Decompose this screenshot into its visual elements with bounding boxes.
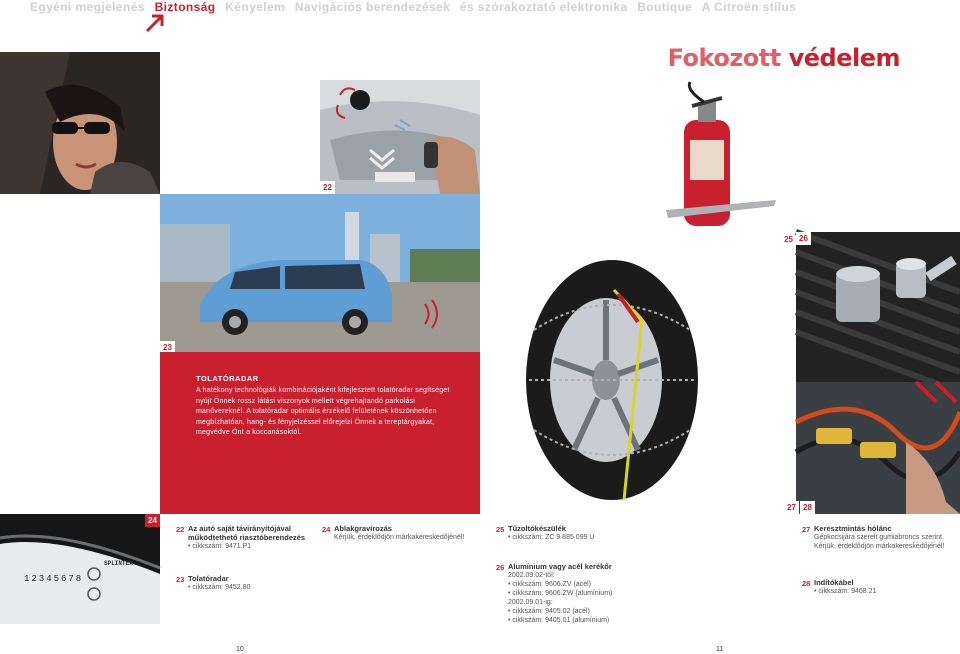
photo-number-25: 25 xyxy=(781,233,796,246)
snow-chain-wheel-photo xyxy=(514,250,708,506)
item-26: 26 Alumínium vagy acél kerékőr 2002.09.02-től: • cikkszám: 9606.ZV (acél) • cikkszám: 9606.ZW (alumínium) 2002.09.01-ig: • cikkszám: 9405.02 (acél) • cikkszám: 9405.01 (alumínium) xyxy=(496,562,613,624)
decal-number: 12345678 xyxy=(24,574,84,584)
decal-brand: SPLINTEX xyxy=(104,560,133,567)
page-title: Fokozott védelem xyxy=(667,44,900,72)
arrow-up-right-icon xyxy=(144,12,166,34)
nav-item-biztonsag[interactable]: Biztonság xyxy=(154,0,216,14)
car-remote-photo xyxy=(320,80,480,194)
photo-number-26: 26 xyxy=(796,232,811,245)
jumper-cable-photo xyxy=(787,382,960,514)
item-27: 27 Keresztmintás hólánc Gépkocsijára szerelt gumiabroncs szerint. Kérjük, érdeklődjön márkakereskedőjénél! xyxy=(802,524,945,550)
woman-photo xyxy=(0,52,160,194)
nav-item-szorakoztato[interactable]: és szórakoztató elektronika xyxy=(459,0,628,14)
page-number-right: 11 xyxy=(716,646,724,653)
item-22: 22 Az autó saját távirányítójával működtethető riasztóberendezés • cikkszám: 9471.P1 xyxy=(176,524,306,550)
nav-item-egyeni[interactable]: Egyéni megjelenés xyxy=(30,0,145,14)
item-23: 23 Tolatóradar • cikkszám: 9452.80 xyxy=(176,574,251,591)
feature-body: A hatékony technológiák kombinációjaként kifejlesztett tolatóradar segítséget nyújt Önnek rossz látási viszonyok mellett végrehajtandó parkolási manővereknél. A tolatóradar optimális érzékelő felületének köszönhetően megbízhatóan, hang- és fényjelzéssel előrejelzi Önnek a tereptárgyakat, megvédve Önt a koccanásoktól. xyxy=(196,387,450,436)
item-28: 28 Indítókábel • cikkszám: 9468.21 xyxy=(802,578,877,595)
window-engraving-photo xyxy=(0,514,160,624)
photo-number-28: 28 xyxy=(800,501,815,514)
photo-number-23: 23 xyxy=(160,341,175,354)
item-24: 24 Ablakgravírozás Kérjük, érdeklődjön márkakereskedőjénél! xyxy=(322,524,465,541)
nav-item-kenyelem[interactable]: Kényelem xyxy=(225,0,286,14)
item-25: 25 Tűzoltókészülék • cikkszám: ZC 9 885 099 U xyxy=(496,524,595,541)
photo-number-24: 24 xyxy=(145,514,160,527)
photo-number-27: 27 xyxy=(784,501,799,514)
feature-title: TOLATÓRADAR xyxy=(196,374,259,383)
wheel-lock-photo xyxy=(796,232,960,382)
page-number-left: 10 xyxy=(236,646,244,653)
nav-item-navigacios[interactable]: Navigációs berendezések xyxy=(294,0,451,14)
parking-radar-feature xyxy=(160,352,480,514)
fire-extinguisher-photo xyxy=(646,80,796,246)
photo-number-22: 22 xyxy=(320,181,335,194)
nav-item-citroen-stilus[interactable]: A Citroën stílus xyxy=(701,0,797,14)
minivan-photo xyxy=(160,194,480,354)
nav-item-boutique[interactable]: Boutique xyxy=(637,0,693,14)
